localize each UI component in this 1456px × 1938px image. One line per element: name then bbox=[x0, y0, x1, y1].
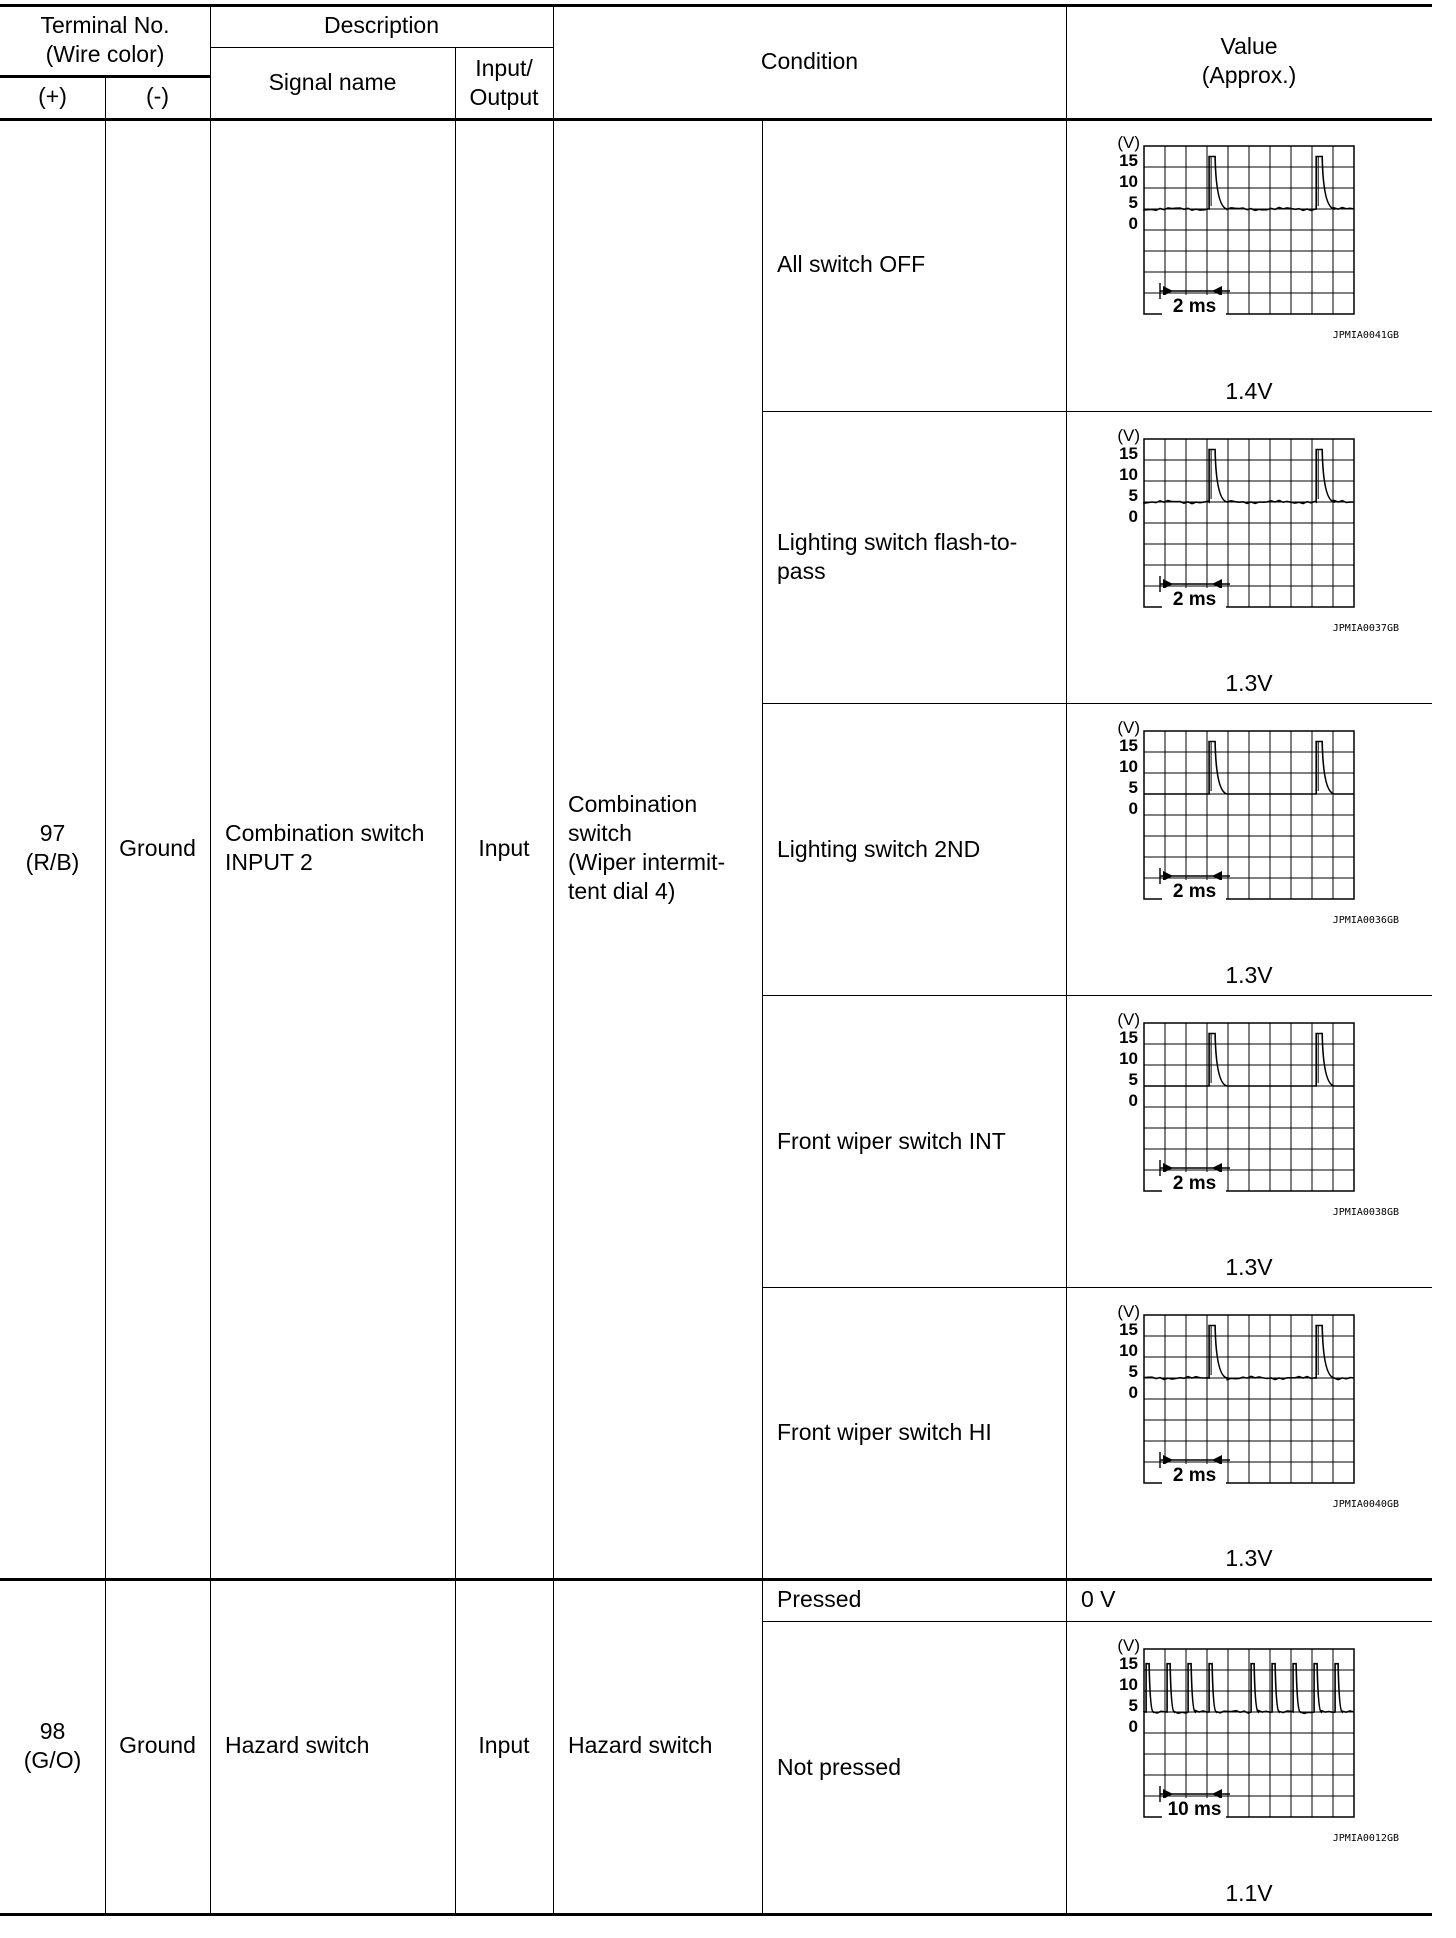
y-tick-label: 15 bbox=[1119, 151, 1138, 170]
signal-name-line2: INPUT 2 bbox=[225, 849, 313, 875]
time-scale-marker bbox=[1160, 283, 1230, 317]
input-output-line1: Input/ bbox=[475, 54, 533, 81]
terminal-98 bbox=[0, 1578, 105, 1913]
y-tick-label: 5 bbox=[1128, 778, 1138, 797]
y-tick-label: 5 bbox=[1128, 1362, 1138, 1381]
time-scale-marker bbox=[1160, 1160, 1230, 1194]
y-tick-label: 5 bbox=[1128, 1070, 1138, 1089]
approx-value: 1.3V bbox=[1225, 1545, 1273, 1571]
y-tick-label: 5 bbox=[1128, 486, 1138, 505]
terminal-97 bbox=[0, 118, 105, 1578]
approx-value: 1.3V bbox=[1225, 962, 1273, 988]
figure-code: JPMIA0012GB bbox=[1332, 1833, 1399, 1844]
minus-terminal: Ground bbox=[119, 1732, 196, 1758]
terminal-no-label: Terminal No. bbox=[40, 11, 170, 38]
y-unit-label: (V) bbox=[1117, 426, 1140, 445]
input-output: Input bbox=[478, 834, 530, 861]
figure-code: JPMIA0041GB bbox=[1332, 330, 1399, 341]
condition-group-line1: Combination bbox=[568, 791, 698, 817]
y-tick-label: 0 bbox=[1128, 1717, 1138, 1736]
signal-name-header: Signal name bbox=[268, 69, 397, 95]
condition-lighting-2nd: Lighting switch 2ND bbox=[777, 835, 981, 862]
input-output-header bbox=[455, 47, 553, 118]
condition-all-switch-off: All switch OFF bbox=[777, 251, 926, 277]
approx-value: 1.1V bbox=[1225, 1880, 1273, 1906]
time-scale-label: 2 ms bbox=[1172, 1465, 1217, 1486]
value-header bbox=[1066, 4, 1432, 118]
terminal-number: 97 bbox=[39, 820, 66, 846]
approx-value: 1.4V bbox=[1225, 378, 1273, 404]
y-unit-label: (V) bbox=[1117, 133, 1140, 152]
waveform-lighting-2nd bbox=[1066, 703, 1432, 995]
y-tick-label: 10 bbox=[1119, 1049, 1138, 1068]
wire-color: (G/O) bbox=[23, 1746, 82, 1773]
time-scale-label: 10 ms bbox=[1167, 1799, 1222, 1820]
figure-code: JPMIA0040GB bbox=[1332, 1499, 1399, 1510]
minus-terminal: Ground bbox=[119, 834, 196, 861]
y-unit-label: (V) bbox=[1117, 1302, 1140, 1321]
input-output-line2: Output bbox=[469, 83, 539, 110]
value-line2: (Approx.) bbox=[1201, 62, 1297, 88]
y-tick-label: 0 bbox=[1128, 799, 1138, 818]
y-tick-label: 0 bbox=[1128, 1091, 1138, 1110]
y-tick-label: 15 bbox=[1119, 1654, 1138, 1673]
waveform-all-switch-off bbox=[1066, 118, 1432, 411]
figure-code: JPMIA0038GB bbox=[1332, 1207, 1399, 1218]
waveform-front-wiper-hi bbox=[1066, 1287, 1432, 1578]
condition-group-line4: tent dial 4) bbox=[568, 878, 676, 904]
condition-group-line2: switch bbox=[568, 820, 632, 846]
y-tick-label: 15 bbox=[1119, 1320, 1138, 1339]
y-tick-label: 10 bbox=[1119, 1341, 1138, 1360]
condition-front-wiper-hi: Front wiper switch HI bbox=[777, 1419, 992, 1445]
y-tick-label: 5 bbox=[1128, 1696, 1138, 1715]
y-unit-label: (V) bbox=[1117, 1636, 1140, 1655]
time-scale-marker bbox=[1160, 1452, 1230, 1486]
condition-label-line1: Lighting switch flash-to- bbox=[777, 529, 1018, 555]
y-tick-label: 10 bbox=[1119, 465, 1138, 484]
condition-group-line3: (Wiper intermit- bbox=[568, 849, 726, 875]
signal-name: Hazard switch bbox=[225, 1732, 370, 1758]
figure-code: JPMIA0037GB bbox=[1332, 623, 1399, 634]
y-unit-label: (V) bbox=[1117, 718, 1140, 737]
y-tick-label: 10 bbox=[1119, 757, 1138, 776]
condition-not-pressed: Not pressed bbox=[777, 1753, 902, 1780]
minus-header: (-) bbox=[146, 83, 169, 109]
condition-group bbox=[553, 118, 762, 1578]
y-unit-label: (V) bbox=[1117, 1010, 1140, 1029]
value-line1: Value bbox=[1220, 33, 1278, 59]
time-scale-marker bbox=[1160, 1786, 1230, 1820]
condition-pressed: Pressed bbox=[777, 1586, 862, 1612]
plus-header: (+) bbox=[38, 83, 67, 109]
y-tick-label: 10 bbox=[1119, 172, 1138, 191]
y-tick-label: 15 bbox=[1119, 736, 1138, 755]
signal-name bbox=[210, 118, 455, 1578]
condition-label-line2: pass bbox=[777, 558, 826, 584]
condition-header: Condition bbox=[760, 47, 859, 74]
scope-grid bbox=[1144, 1649, 1354, 1817]
time-scale-label: 2 ms bbox=[1172, 296, 1217, 317]
y-tick-label: 15 bbox=[1119, 444, 1138, 463]
terminal-number: 98 bbox=[39, 1717, 66, 1744]
y-tick-label: 15 bbox=[1119, 1028, 1138, 1047]
time-scale-label: 2 ms bbox=[1172, 1173, 1217, 1194]
condition-front-wiper-int: Front wiper switch INT bbox=[777, 1127, 1006, 1154]
time-scale-marker bbox=[1160, 868, 1230, 902]
condition-group: Hazard switch bbox=[568, 1732, 713, 1758]
approx-value: 1.3V bbox=[1225, 670, 1273, 696]
time-scale-label: 2 ms bbox=[1172, 881, 1217, 902]
terminal-header bbox=[0, 4, 210, 75]
y-tick-label: 10 bbox=[1119, 1675, 1138, 1694]
y-tick-label: 0 bbox=[1128, 507, 1138, 526]
description-header: Description bbox=[323, 12, 440, 38]
signal-name-line1: Combination switch bbox=[225, 820, 425, 846]
waveform-flash-to-pass bbox=[1066, 411, 1432, 703]
time-scale-marker bbox=[1160, 576, 1230, 610]
waveform-front-wiper-int bbox=[1066, 995, 1432, 1287]
time-scale-label: 2 ms bbox=[1172, 589, 1217, 610]
input-output: Input bbox=[478, 1732, 530, 1758]
wire-color: (R/B) bbox=[25, 849, 80, 875]
y-tick-label: 0 bbox=[1128, 1383, 1138, 1402]
value-pressed: 0 V bbox=[1081, 1586, 1116, 1612]
wire-color-label: (Wire color) bbox=[45, 40, 165, 67]
approx-value: 1.3V bbox=[1225, 1254, 1273, 1280]
figure-code: JPMIA0036GB bbox=[1332, 915, 1399, 926]
y-tick-label: 5 bbox=[1128, 193, 1138, 212]
y-tick-label: 0 bbox=[1128, 214, 1138, 233]
condition-flash-to-pass bbox=[762, 411, 1066, 703]
waveform-hazard-not-pressed bbox=[1066, 1621, 1432, 1913]
